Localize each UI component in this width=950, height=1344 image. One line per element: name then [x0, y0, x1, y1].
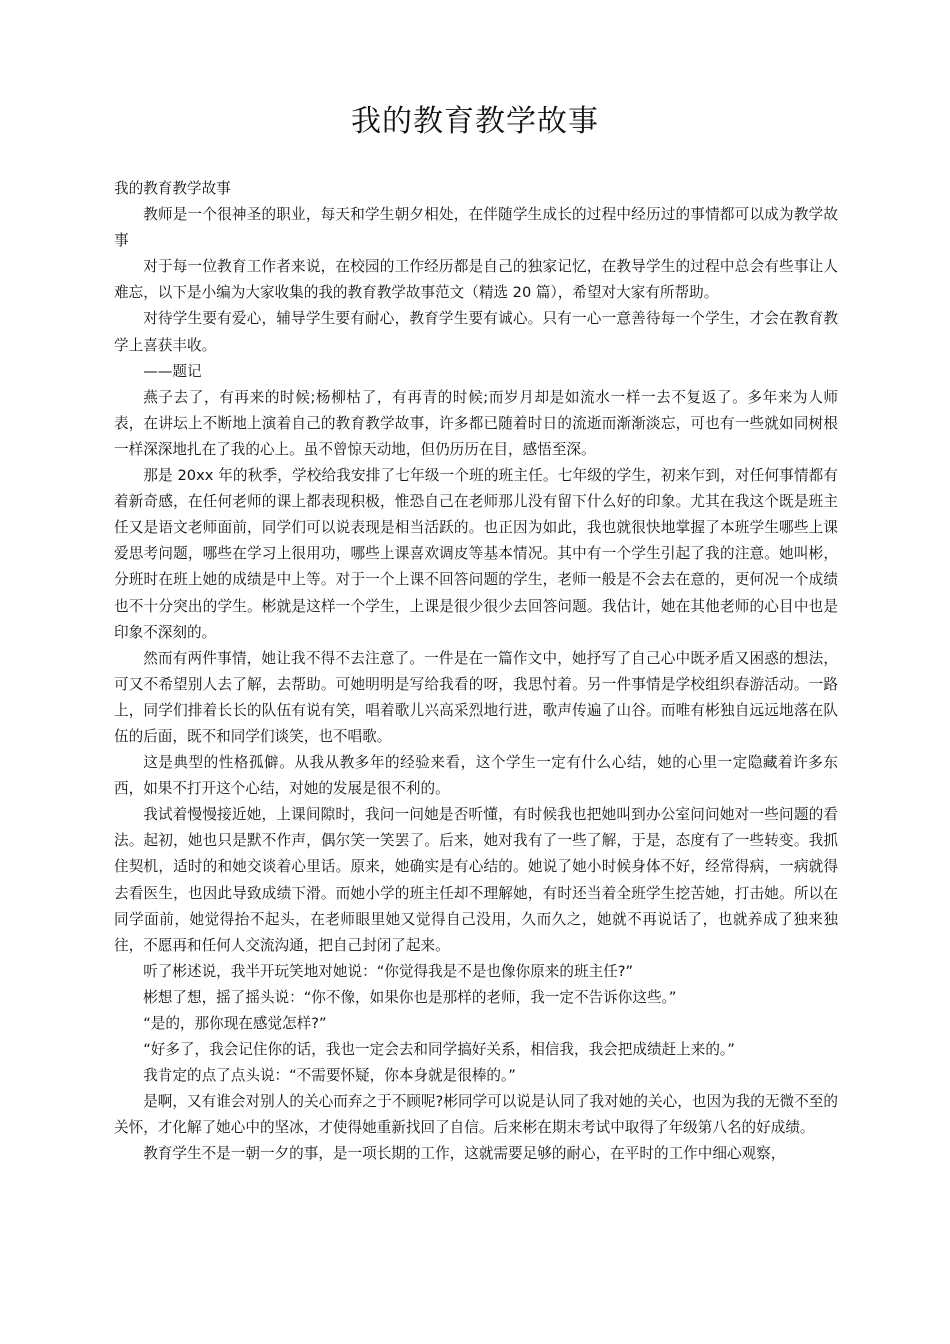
paragraph: 教育学生不是一朝一夕的事，是一项长期的工作，这就需要足够的耐心，在平时的工作中细心观察， [143, 1145, 786, 1163]
paragraph: 是啊，又有谁会对别人的关心而弃之于不顾呢?彬同学可以说是认同了我对她的关心，也因为我的无微不至的关怀，才化解了她心中的坚冰，才使得她重新找回了自信。后来彬在期末考试中取得了年级第八名的好成绩。 [114, 1093, 838, 1137]
paragraph: 然而有两件事情，她让我不得不去注意了。一件是在一篇作文中，她抒写了自己心中既矛盾又困惑的想法，可又不希望别人去了解，去帮助。可她明明是写给我看的呀，我思忖着。另一件事情是学校组织春游活动。一路上，同学们排着长长的队伍有说有笑，唱着歌儿兴高采烈地行进，歌声传遍了山谷。而唯有彬独自远远地落在队伍的后面，既不和同学们谈笑，也不唱歌。 [114, 649, 838, 745]
paragraph: 对待学生要有爱心，辅导学生要有耐心，教育学生要有诚心。只有一心一意善待每一个学生，才会在教育教学上喜获丰收。 [114, 310, 838, 354]
paragraph: 对于每一位教育工作者来说，在校园的工作经历都是自己的独家记忆，在教导学生的过程中总会有些事让人难忘，以下是小编为大家收集的我的教育教学故事范文（精选 20 篇），希望对大家有所帮助。 [114, 258, 838, 302]
page-title: 我的教育教学故事 [351, 104, 599, 139]
paragraph: ——题记 [143, 362, 202, 380]
document-body [114, 176, 838, 1168]
paragraph: 那是 20xx 年的秋季，学校给我安排了七年级一个班的班主任。七年级的学生，初来乍到，对任何事情都有着新奇感，在任何老师的课上都表现积极，惟恐自己在老师那儿没有留下什么好的印象。尤其在我这个既是班主任又是语文老师面前，同学们可以说表现是相当活跃的。也正因为如此，我也就很快地掌握了本班学生哪些上课爱思考问题，哪些在学习上很用功，哪些上课喜欢调皮等基本情况。其中有一个学生引起了我的注意。她叫彬，分班时在班上她的成绩是中上等。对于一个上课不回答问题的学生，老师一般是不会去在意的，更何况一个成绩也不十分突出的学生。彬就是这样一个学生，上课是很少很少去回答问题。我估计，她在其他老师的心目中也是印象不深刻的。 [114, 467, 838, 641]
paragraph: 我试着慢慢接近她，上课间隙时，我问一问她是否听懂，有时候我也把她叫到办公室问问她对一些问题的看法。起初，她也只是默不作声，偶尔笑一笑罢了。后来，她对我有了一些了解，于是，态度有了一些转变。我抓住契机，适时的和她交谈着心里话。原来，她确实是有心结的。她说了她小时候身体不好，经常得病，一病就得去看医生，也因此导致成绩下滑。而她小学的班主任却不理解她，有时还当着全班学生挖苦她，打击她。所以在同学面前，她觉得抬不起头，在老师眼里她又觉得自己没用，久而久之，她就不再说话了，也就养成了独来独往，不愿再和任何人交流沟通，把自己封闭了起来。 [114, 806, 838, 954]
paragraph: 教师是一个很神圣的职业，每天和学生朝夕相处，在伴随学生成长的过程中经历过的事情都可以成为教学故事 [114, 206, 838, 250]
paragraph: “是的，那你现在感觉怎样?” [143, 1015, 327, 1032]
paragraph: 我肯定的点了点头说：“不需要怀疑，你本身就是很棒的。” [143, 1067, 516, 1085]
paragraph: 燕子去了，有再来的时候;杨柳枯了，有再青的时候;而岁月却是如流水一样一去不复返了。多年来为人师表，在讲坛上不断地上演着自己的教育教学故事，许多都已随着时日的流逝而渐渐淡忘，可也有一些就如同树根一样深深地扎在了我的心上。虽不曾惊天动地，但仍历历在目，感悟至深。 [114, 388, 838, 458]
document-subtitle: 我的教育教学故事 [114, 180, 231, 197]
paragraph: “好多了，我会记住你的话，我也一定会去和同学搞好关系，相信我，我会把成绩赶上来的。” [143, 1041, 735, 1059]
paragraph: 听了彬述说，我半开玩笑地对她说：“你觉得我是不是也像你原来的班主任?” [143, 962, 634, 980]
paragraph: 这是典型的性格孤僻。从我从教多年的经验来看，这个学生一定有什么心结，她的心里一定隐藏着许多东西，如果不打开这个心结，对她的发展是很不利的。 [114, 754, 838, 798]
paragraph: 彬想了想，摇了摇头说：“你不像，如果你也是那样的老师，我一定不告诉你这些。” [143, 988, 677, 1006]
